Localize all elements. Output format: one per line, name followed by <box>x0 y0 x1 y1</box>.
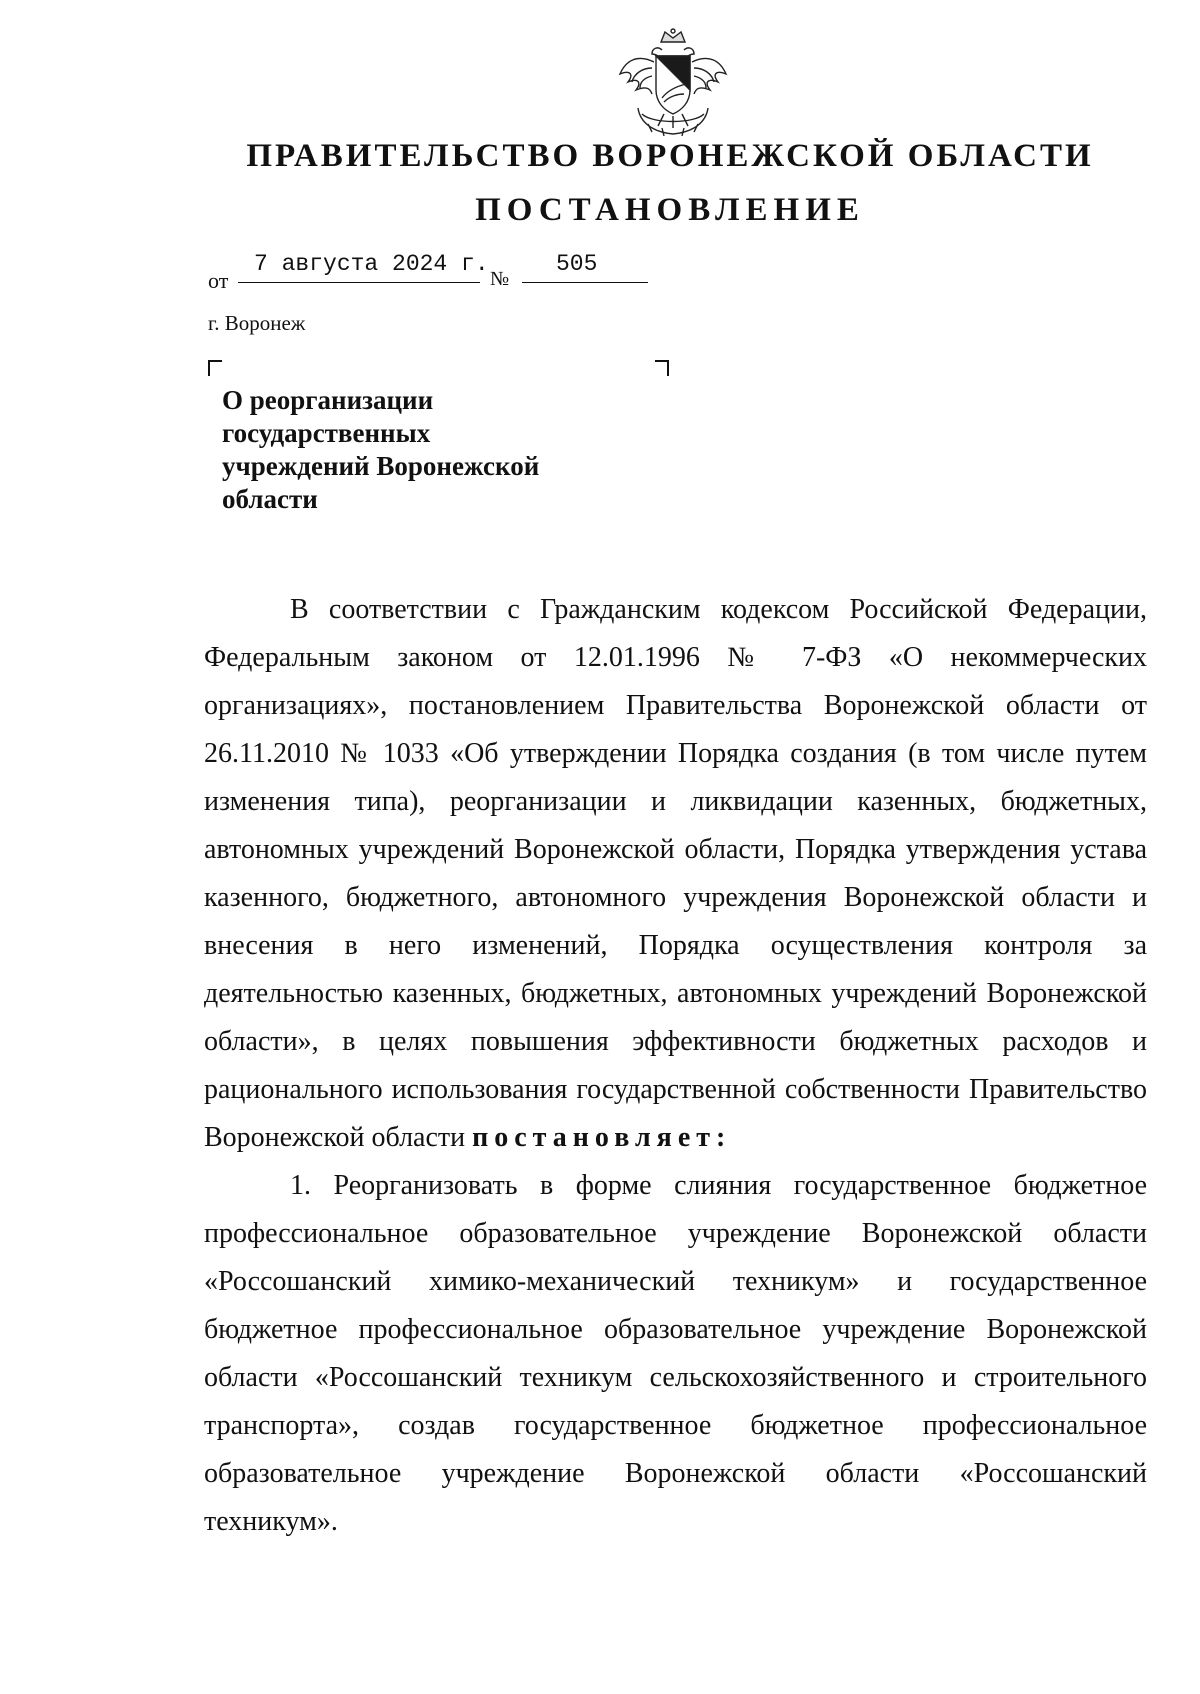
government-title: ПРАВИТЕЛЬСТВО ВОРОНЕЖСКОЙ ОБЛАСТИ <box>246 138 1094 174</box>
preamble-text: В соответствии с Гражданским кодексом Российской Федерации, Федеральным законом от 12.01.1996 № 7-ФЗ «О некоммерческих организациях», постановлением Правительства Воронежской области от 26.11.2010 № 1033 «Об утверждении Порядка создания (в том числе путем изменения типа), реорганизации и ликвидации казенных, бюджетных, автономных учреждений Воронежской области, Порядка утверждения устава казенного, бюджетного, автономного учреждения Воронежской области и внесения в него изменений, Порядка осуществления контроля за деятельностью казенных, бюджетных, автономных учреждений Воронежской области», в целях повышения эффективности бюджетных расходов и рационального использования государственной собственности Правительство Воронежской области <box>204 594 1147 1153</box>
subject-line: государственных <box>222 418 431 448</box>
document-meta-row <box>208 248 678 293</box>
preamble-paragraph <box>204 586 1147 1162</box>
from-label: от <box>208 268 229 293</box>
subject-line: области <box>222 484 318 514</box>
document-body <box>204 586 1147 1546</box>
number-label: № <box>490 268 510 290</box>
number-underline <box>522 282 648 283</box>
subject-line: О реорганизации <box>222 385 434 415</box>
document-number: 505 <box>556 251 598 277</box>
city: г. Воронеж <box>208 311 306 335</box>
document-kind: ПОСТАНОВЛЕНИЕ <box>475 192 865 228</box>
date-underline <box>238 282 480 283</box>
resolves-keyword: постановляет: <box>472 1122 732 1153</box>
subject-corner-left <box>208 360 222 376</box>
document-subject <box>222 384 642 516</box>
clause-1: 1. Реорганизовать в форме слияния государственное бюджетное профессиональное образовательное учреждение Воронежской области «Россошанский химико-механический техникум» и государственное бюджетное профессиональное образовательное учреждение Воронежской области «Россошанский техникум сельскохозяйственного и строительного транспорта», создав государственное бюджетное профессиональное образовательное учреждение Воронежской области «Россошанский техникум». <box>204 1170 1147 1537</box>
subject-line: учреждений Воронежской <box>222 451 540 481</box>
subject-corner-right <box>655 360 669 376</box>
document-date: 7 августа 2024 г. <box>254 251 489 277</box>
coat-of-arms-icon <box>612 28 734 138</box>
